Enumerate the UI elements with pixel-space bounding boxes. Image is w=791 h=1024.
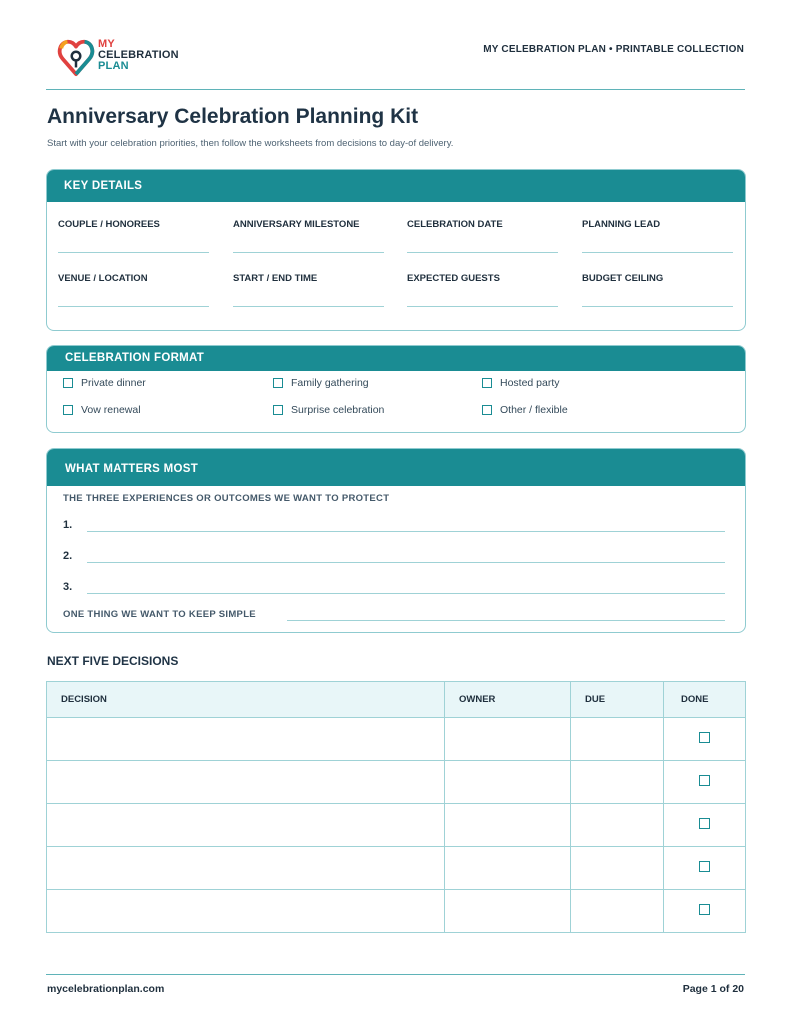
done-cell xyxy=(664,718,746,761)
field-line-date[interactable] xyxy=(407,252,558,253)
option-label: Surprise celebration xyxy=(291,404,385,416)
done-cell xyxy=(664,761,746,804)
due-cell[interactable] xyxy=(571,847,664,890)
field-label-budget: BUDGET CEILING xyxy=(582,273,664,284)
column-header-due: DUE xyxy=(571,682,664,718)
checkbox-icon[interactable] xyxy=(699,904,710,915)
field-line-time[interactable] xyxy=(233,306,384,307)
field-label-lead: PLANNING LEAD xyxy=(582,219,661,230)
owner-cell[interactable] xyxy=(445,804,571,847)
owner-cell[interactable] xyxy=(445,718,571,761)
priority-number-1: 1. xyxy=(63,519,73,531)
logo-line-2: CELEBRATION xyxy=(98,49,179,61)
done-cell xyxy=(664,890,746,933)
priority-line-3[interactable] xyxy=(87,593,725,594)
decision-cell[interactable] xyxy=(47,847,445,890)
option-label: Private dinner xyxy=(81,377,146,389)
what-matters-heading: WHAT MATTERS MOST xyxy=(47,449,745,486)
what-matters-panel xyxy=(46,448,746,633)
field-label-couple: COUPLE / HONOREES xyxy=(58,219,160,230)
decision-cell[interactable] xyxy=(47,804,445,847)
footer-page-number: Page 1 of 20 xyxy=(682,983,744,995)
column-header-decision: DECISION xyxy=(47,682,445,718)
decisions-heading: NEXT FIVE DECISIONS xyxy=(47,654,179,668)
decisions-table xyxy=(46,681,746,933)
brand-logo-text xyxy=(98,39,179,72)
table-row xyxy=(47,804,746,847)
checkbox-icon[interactable] xyxy=(699,818,710,829)
option-label: Other / flexible xyxy=(500,404,568,416)
option-label: Vow renewal xyxy=(81,404,141,416)
format-option-hosted-party[interactable] xyxy=(482,377,560,389)
priority-line-1[interactable] xyxy=(87,531,725,532)
checkbox-icon[interactable] xyxy=(699,732,710,743)
table-row xyxy=(47,761,746,804)
checkbox-icon[interactable] xyxy=(63,378,73,388)
field-line-lead[interactable] xyxy=(582,252,733,253)
priority-number-3: 3. xyxy=(63,581,73,593)
option-label: Family gathering xyxy=(291,377,369,389)
table-row xyxy=(47,847,746,890)
owner-cell[interactable] xyxy=(445,847,571,890)
checkbox-icon[interactable] xyxy=(482,378,492,388)
priority-line-2[interactable] xyxy=(87,562,725,563)
what-matters-prompt: THE THREE EXPERIENCES OR OUTCOMES WE WANT TO PROTECT xyxy=(63,493,390,504)
page-title: Anniversary Celebration Planning Kit xyxy=(47,105,419,128)
celebration-format-heading: CELEBRATION FORMAT xyxy=(47,346,745,371)
field-line-venue[interactable] xyxy=(58,306,209,307)
keep-simple-label: ONE THING WE WANT TO KEEP SIMPLE xyxy=(63,609,256,620)
table-row xyxy=(47,890,746,933)
field-label-milestone: ANNIVERSARY MILESTONE xyxy=(233,219,360,230)
table-row xyxy=(47,718,746,761)
owner-cell[interactable] xyxy=(445,890,571,933)
page-subtitle: Start with your celebration priorities, then follow the worksheets from decisions to day-of delivery. xyxy=(47,138,454,149)
field-label-time: START / END TIME xyxy=(233,273,318,284)
format-option-vow-renewal[interactable] xyxy=(63,404,141,416)
checkbox-icon[interactable] xyxy=(699,861,710,872)
due-cell[interactable] xyxy=(571,718,664,761)
due-cell[interactable] xyxy=(571,890,664,933)
checkbox-icon[interactable] xyxy=(482,405,492,415)
keep-simple-line[interactable] xyxy=(287,620,725,621)
celebration-format-panel xyxy=(46,345,746,433)
column-header-owner: OWNER xyxy=(445,682,571,718)
checkbox-icon[interactable] xyxy=(273,405,283,415)
field-label-date: CELEBRATION DATE xyxy=(407,219,503,230)
logo-line-1: MY xyxy=(98,38,115,50)
key-details-panel xyxy=(46,169,746,331)
column-header-done: DONE xyxy=(664,682,746,718)
footer-divider xyxy=(46,974,745,975)
decision-cell[interactable] xyxy=(47,718,445,761)
field-line-couple[interactable] xyxy=(58,252,209,253)
decision-cell[interactable] xyxy=(47,890,445,933)
brand-logo xyxy=(57,36,95,78)
field-label-guests: EXPECTED GUESTS xyxy=(407,273,500,284)
due-cell[interactable] xyxy=(571,761,664,804)
footer-site-link[interactable]: mycelebrationplan.com xyxy=(47,983,165,995)
table-header-row xyxy=(47,682,746,718)
format-option-family-gathering[interactable] xyxy=(273,377,369,389)
field-line-milestone[interactable] xyxy=(233,252,384,253)
format-option-other[interactable] xyxy=(482,404,568,416)
decision-cell[interactable] xyxy=(47,761,445,804)
logo-line-3: PLAN xyxy=(98,60,129,72)
checkbox-icon[interactable] xyxy=(699,775,710,786)
header-divider xyxy=(46,89,745,90)
done-cell xyxy=(664,847,746,890)
option-label: Hosted party xyxy=(500,377,560,389)
format-option-private-dinner[interactable] xyxy=(63,377,146,389)
format-option-surprise[interactable] xyxy=(273,404,384,416)
key-details-heading: KEY DETAILS xyxy=(47,170,745,202)
checkbox-icon[interactable] xyxy=(273,378,283,388)
priority-number-2: 2. xyxy=(63,550,73,562)
checkbox-icon[interactable] xyxy=(63,405,73,415)
field-line-guests[interactable] xyxy=(407,306,558,307)
owner-cell[interactable] xyxy=(445,761,571,804)
done-cell xyxy=(664,804,746,847)
field-line-budget[interactable] xyxy=(582,306,733,307)
field-label-venue: VENUE / LOCATION xyxy=(58,273,148,284)
due-cell[interactable] xyxy=(571,804,664,847)
collection-label: MY CELEBRATION PLAN • PRINTABLE COLLECTION xyxy=(483,44,744,55)
